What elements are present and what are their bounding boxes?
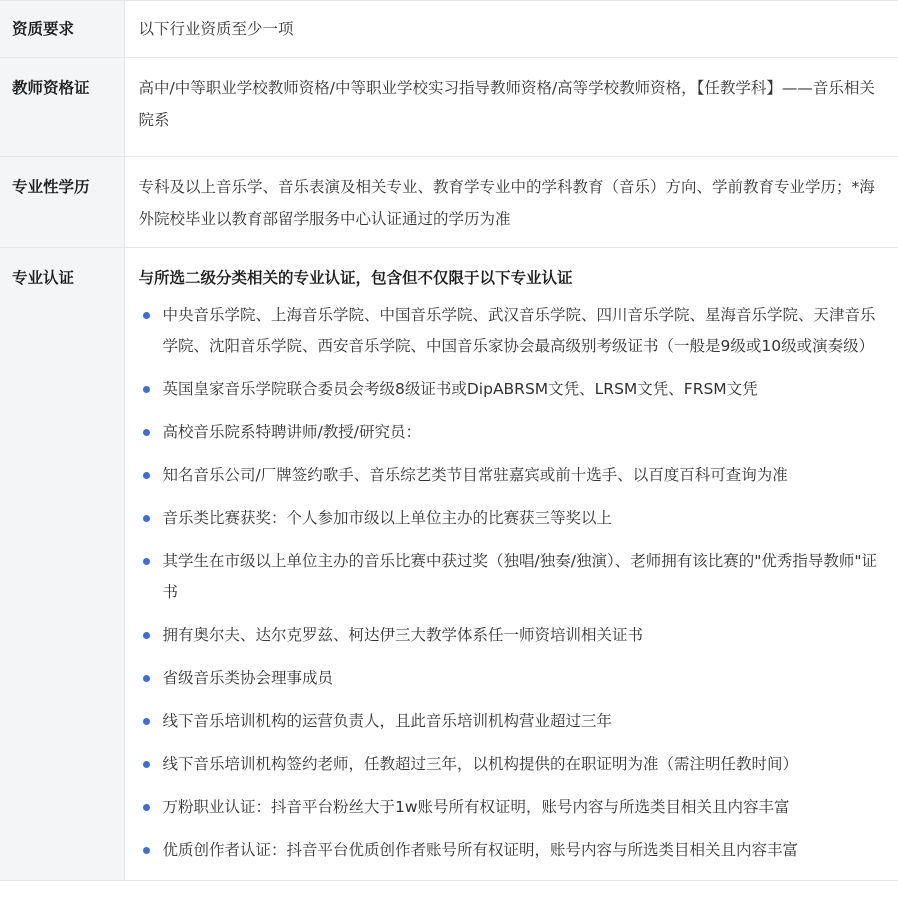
list-item: [139, 749, 883, 780]
row-value: [124, 248, 898, 881]
bullet-icon: [143, 804, 150, 811]
list-item: [139, 460, 883, 491]
bullet-icon: [143, 429, 150, 436]
list-item-text: 省级音乐类协会理事成员: [162, 669, 334, 687]
bullet-icon: [143, 718, 150, 725]
table-row: [0, 248, 898, 881]
bullet-icon: [143, 675, 150, 682]
bullet-icon: [143, 632, 150, 639]
list-item: [139, 546, 883, 608]
bullet-icon: [143, 558, 150, 565]
list-item: [139, 706, 883, 737]
list-item-text: 线下音乐培训机构的运营负责人，且此音乐培训机构营业超过三年: [162, 712, 613, 730]
row-label: 专业性学历: [0, 157, 124, 248]
table-row: [0, 157, 898, 248]
bullet-icon: [143, 515, 150, 522]
bullet-icon: [143, 472, 150, 479]
certification-intro: 与所选二级分类相关的专业认证，包含但不仅限于以下专业认证: [138, 269, 573, 287]
bullet-icon: [143, 312, 150, 319]
list-item: [139, 663, 883, 694]
list-item-text: 知名音乐公司/厂牌签约歌手、音乐综艺类节目常驻嘉宾或前十选手、以百度百科可查询为准: [162, 466, 788, 484]
list-item-text: 高校音乐院系特聘讲师/教授/研究员：: [162, 423, 421, 441]
list-item: [139, 792, 883, 823]
list-item-text: 线下音乐培训机构签约老师，任教超过三年，以机构提供的在职证明为准（需注明任教时间）: [162, 755, 799, 773]
bullet-icon: [143, 847, 150, 854]
certification-list: [139, 300, 883, 866]
list-item-text: 音乐类比赛获奖：个人参加市级以上单位主办的比赛获三等奖以上: [162, 509, 613, 527]
row-label: 专业认证: [0, 248, 124, 881]
list-item-text: 中央音乐学院、上海音乐学院、中国音乐学院、武汉音乐学院、四川音乐学院、星海音乐学院、天津音乐学院、沈阳音乐学院、西安音乐学院、中国音乐家协会最高级别考级证书（一般是9级或10级或演奏级）: [162, 306, 876, 355]
list-item-text: 英国皇家音乐学院联合委员会考级8级证书或DipABRSM文凭、LRSM文凭、FRSM文凭: [162, 380, 758, 398]
list-item: [139, 374, 883, 405]
list-item: [139, 835, 883, 866]
table-row: [0, 1, 898, 58]
bullet-icon: [143, 761, 150, 768]
list-item-text: 拥有奥尔夫、达尔克罗兹、柯达伊三大教学体系任一师资培训相关证书: [162, 626, 644, 644]
row-value: 高中/中等职业学校教师资格/中等职业学校实习指导教师资格/高等学校教师资格，【任教学科】——音乐相关院系: [124, 58, 898, 157]
row-value: 以下行业资质至少一项: [124, 1, 898, 58]
list-item: [139, 620, 883, 651]
list-item: [139, 417, 883, 448]
row-label: 教师资格证: [0, 58, 124, 157]
list-item-text: 其学生在市级以上单位主办的音乐比赛中获过奖（独唱/独奏/独演）、老师拥有该比赛的"优秀指导教师"证书: [162, 552, 877, 601]
list-item-text: 万粉职业认证：抖音平台粉丝大于1w账号所有权证明，账号内容与所选类目相关且内容丰富: [162, 798, 790, 816]
row-value: 专科及以上音乐学、音乐表演及相关专业、教育学专业中的学科教育（音乐）方向、学前教育专业学历；*海外院校毕业以教育部留学服务中心认证通过的学历为准: [124, 157, 898, 248]
bullet-icon: [143, 386, 150, 393]
list-item: [139, 300, 883, 362]
list-item-text: 优质创作者认证：抖音平台优质创作者账号所有权证明，账号内容与所选类目相关且内容丰富: [162, 841, 799, 859]
list-item: [139, 503, 883, 534]
row-label: 资质要求: [0, 1, 124, 58]
table-row: [0, 58, 898, 157]
